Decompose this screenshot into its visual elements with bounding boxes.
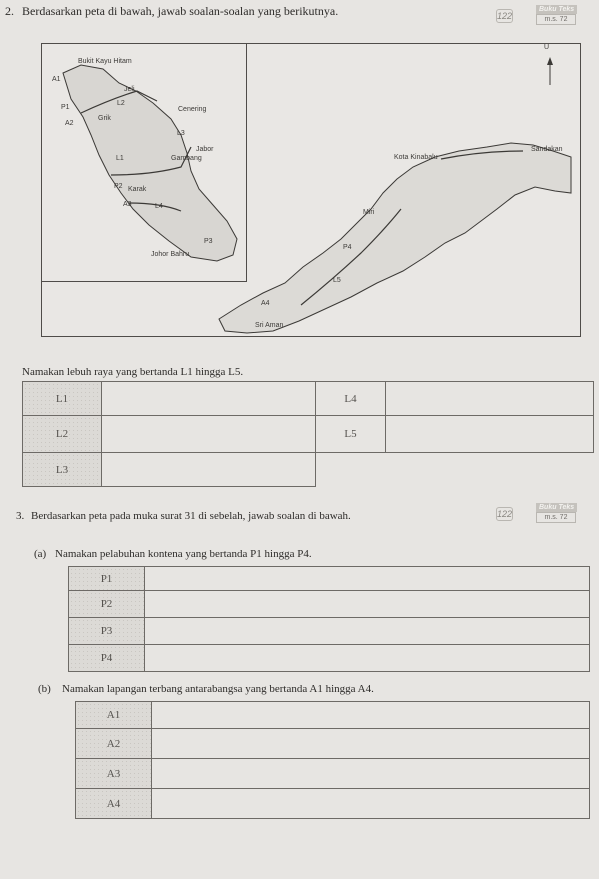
q3a-label-p2: P2 [69, 591, 145, 618]
q3a-answer-p1[interactable] [145, 567, 590, 591]
q2-label-l2: L2 [23, 416, 102, 453]
q2-number: 2. [5, 4, 14, 18]
q2-instruction: Namakan lebuh raya yang bertanda L1 hingga L5. [22, 366, 244, 378]
q3a-label: (a) [34, 548, 47, 560]
malaysia-map [41, 43, 581, 337]
q3b-label-a1: A1 [76, 702, 152, 729]
map-label-sandakan: Sandakan [531, 146, 563, 153]
q3b-answer-table [75, 701, 589, 826]
map-label-karak: Karak [128, 186, 147, 193]
q3b-text: Namakan lapangan terbang antarabangsa yang bertanda A1 hingga A4. [62, 683, 374, 695]
q3b-answer-a4[interactable] [152, 789, 590, 819]
q3a-answer-p3[interactable] [145, 618, 590, 645]
north-label: U [544, 44, 550, 51]
map-label-l1: L1 [116, 155, 124, 162]
q3b-label-a4: A4 [76, 789, 152, 819]
map-label-a4: A4 [261, 300, 270, 307]
north-arrow-head [547, 57, 553, 65]
q3-textbook-page-badge: 122 [497, 509, 513, 519]
map-label-a1: A1 [52, 76, 61, 83]
q2-label-l1: L1 [23, 382, 102, 416]
map-label-jabor: Jabor [196, 146, 214, 153]
q3a-text: Namakan pelabuhan kontena yang bertanda P1 hingga P4. [55, 548, 312, 560]
q3a-answer-p2[interactable] [145, 591, 590, 618]
q2-answer-l3[interactable] [102, 453, 316, 487]
q3-textbook-label: Buku Teks [536, 503, 577, 512]
borneo-landmass [219, 143, 571, 333]
q2-textbook-page-badge: 122 [497, 11, 513, 21]
q2-textbook-label: Buku Teks [536, 5, 577, 14]
q2-answer-l5[interactable] [386, 416, 594, 453]
q3a-label-p4: P4 [69, 645, 145, 672]
map-label-jeli: Jeli [124, 86, 135, 93]
q3b-answer-a2[interactable] [152, 729, 590, 759]
q2-label-l3: L3 [23, 453, 102, 487]
map-label-grik: Grik [98, 115, 111, 122]
map-label-bukit-kayu-hitam: Bukit Kayu Hitam [78, 58, 132, 65]
q2-label-l5: L5 [316, 416, 386, 453]
q2-answer-l1[interactable] [102, 382, 316, 416]
q3b-label-a2: A2 [76, 729, 152, 759]
q3a-label-p3: P3 [69, 618, 145, 645]
peninsula-landmass [63, 65, 237, 261]
q2-label-l4: L4 [316, 382, 386, 416]
q2-answer-l4[interactable] [386, 382, 594, 416]
q2-answer-table-left [22, 381, 315, 487]
map-label-johor-bahru: Johor Bahru [151, 251, 190, 258]
q2-answer-l2[interactable] [102, 416, 316, 453]
q2-text: Berdasarkan peta di bawah, jawab soalan-soalan yang berikutnya. [22, 4, 339, 18]
q3-textbook-page: m.s. 72 [536, 512, 576, 523]
map-label-l3: L3 [177, 130, 185, 137]
map-label-l2: L2 [117, 100, 125, 107]
q3b-answer-a3[interactable] [152, 759, 590, 789]
q3b-answer-a1[interactable] [152, 702, 590, 729]
q3-number: 3. [16, 510, 25, 522]
map-label-kota-kinabalu: Kota Kinabalu [394, 154, 438, 161]
q2-textbook-page: m.s. 72 [536, 14, 576, 25]
q3b-label-a3: A3 [76, 759, 152, 789]
map-label-p1: P1 [61, 104, 70, 111]
map-label-p4: P4 [343, 244, 352, 251]
map-label-a3: A3 [123, 201, 132, 208]
map-label-miri: Miri [363, 209, 375, 216]
q3a-answer-table [68, 566, 589, 676]
map-label-a2: A2 [65, 120, 74, 127]
map-label-p2: P2 [114, 183, 123, 190]
q3a-label-p1: P1 [69, 567, 145, 591]
q3-text: Berdasarkan peta pada muka surat 31 di sebelah, jawab soalan di bawah. [31, 510, 351, 522]
map-label-l5: L5 [333, 277, 341, 284]
map-label-gambang: Gambang [171, 155, 202, 162]
map-label-sri-aman: Sri Aman [255, 322, 284, 329]
map-label-p3: P3 [204, 238, 213, 245]
map-label-cenering: Cenering [178, 106, 207, 113]
q3b-label: (b) [38, 683, 51, 695]
q2-answer-table-right [315, 381, 593, 452]
map-label-l4: L4 [155, 203, 163, 210]
q3a-answer-p4[interactable] [145, 645, 590, 672]
